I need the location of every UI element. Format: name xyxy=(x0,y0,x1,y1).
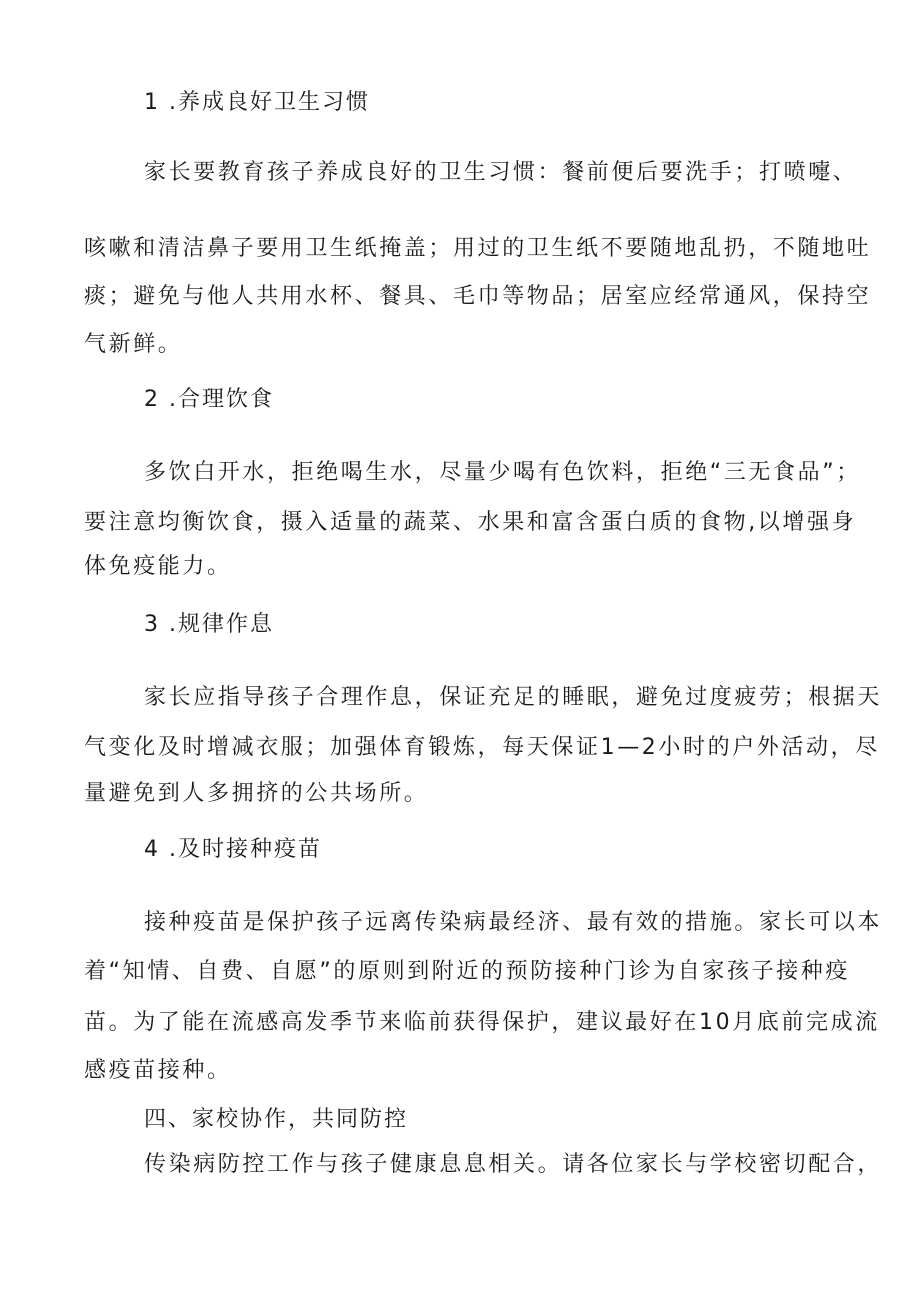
section-4-heading: 4 .及时接种疫苗 xyxy=(144,837,322,862)
section-4-paragraph-line-3: 苗。为了能在流感高发季节来临前获得保护，建议最好在10月底前完成流 xyxy=(84,1010,880,1035)
section-1-paragraph-line-3: 痰；避免与他人共用水杯、餐具、毛巾等物品；居室应经常通风，保持空 xyxy=(84,284,872,309)
section-3-heading: 3 .规律作息 xyxy=(144,612,274,637)
section-1-paragraph-line-2: 咳嗽和清洁鼻子要用卫生纸掩盖；用过的卫生纸不要随地乱扔，不随地吐 xyxy=(84,236,872,261)
section-2-paragraph-line-3: 体免疫能力。 xyxy=(84,554,232,579)
section-2-paragraph-line-2: 要注意均衡饮食，摄入适量的蔬菜、水果和富含蛋白质的食物,以增强身 xyxy=(84,510,857,535)
section-2-heading: 2 .合理饮食 xyxy=(144,387,274,412)
section-3-paragraph-line-2: 气变化及时增减衣服；加强体育锻炼，每天保证1—2小时的户外活动，尽 xyxy=(84,735,880,760)
section-1-paragraph-line-4: 气新鲜。 xyxy=(84,332,183,357)
section-4-paragraph-line-2: 着“知情、自费、自愿”的原则到附近的预防接种门诊为自家孩子接种疫 xyxy=(84,959,850,984)
section-1-paragraph-line-1: 家长要教育孩子养成良好的卫生习惯：餐前便后要洗手；打喷嚏、 xyxy=(144,160,858,185)
section-4-paragraph-line-4: 感疫苗接种。 xyxy=(84,1058,232,1083)
section-four-paragraph-line-1: 传染病防控工作与孩子健康息息相关。请各位家长与学校密切配合， xyxy=(144,1152,883,1177)
section-1-heading: 1 .养成良好卫生习惯 xyxy=(144,90,370,115)
section-3-paragraph-line-1: 家长应指导孩子合理作息，保证充足的睡眠，避免过度疲劳；根据天 xyxy=(144,685,883,710)
section-four-heading: 四、家校协作，共同防控 xyxy=(144,1107,409,1132)
section-3-paragraph-line-3: 量避免到人多拥挤的公共场所。 xyxy=(84,781,429,806)
section-2-paragraph-line-1: 多饮白开水，拒绝喝生水，尽量少喝有色饮料，拒绝“三无食品”； xyxy=(144,460,861,485)
section-4-paragraph-line-1: 接种疫苗是保护孩子远离传染病最经济、最有效的措施。家长可以本 xyxy=(144,910,883,935)
